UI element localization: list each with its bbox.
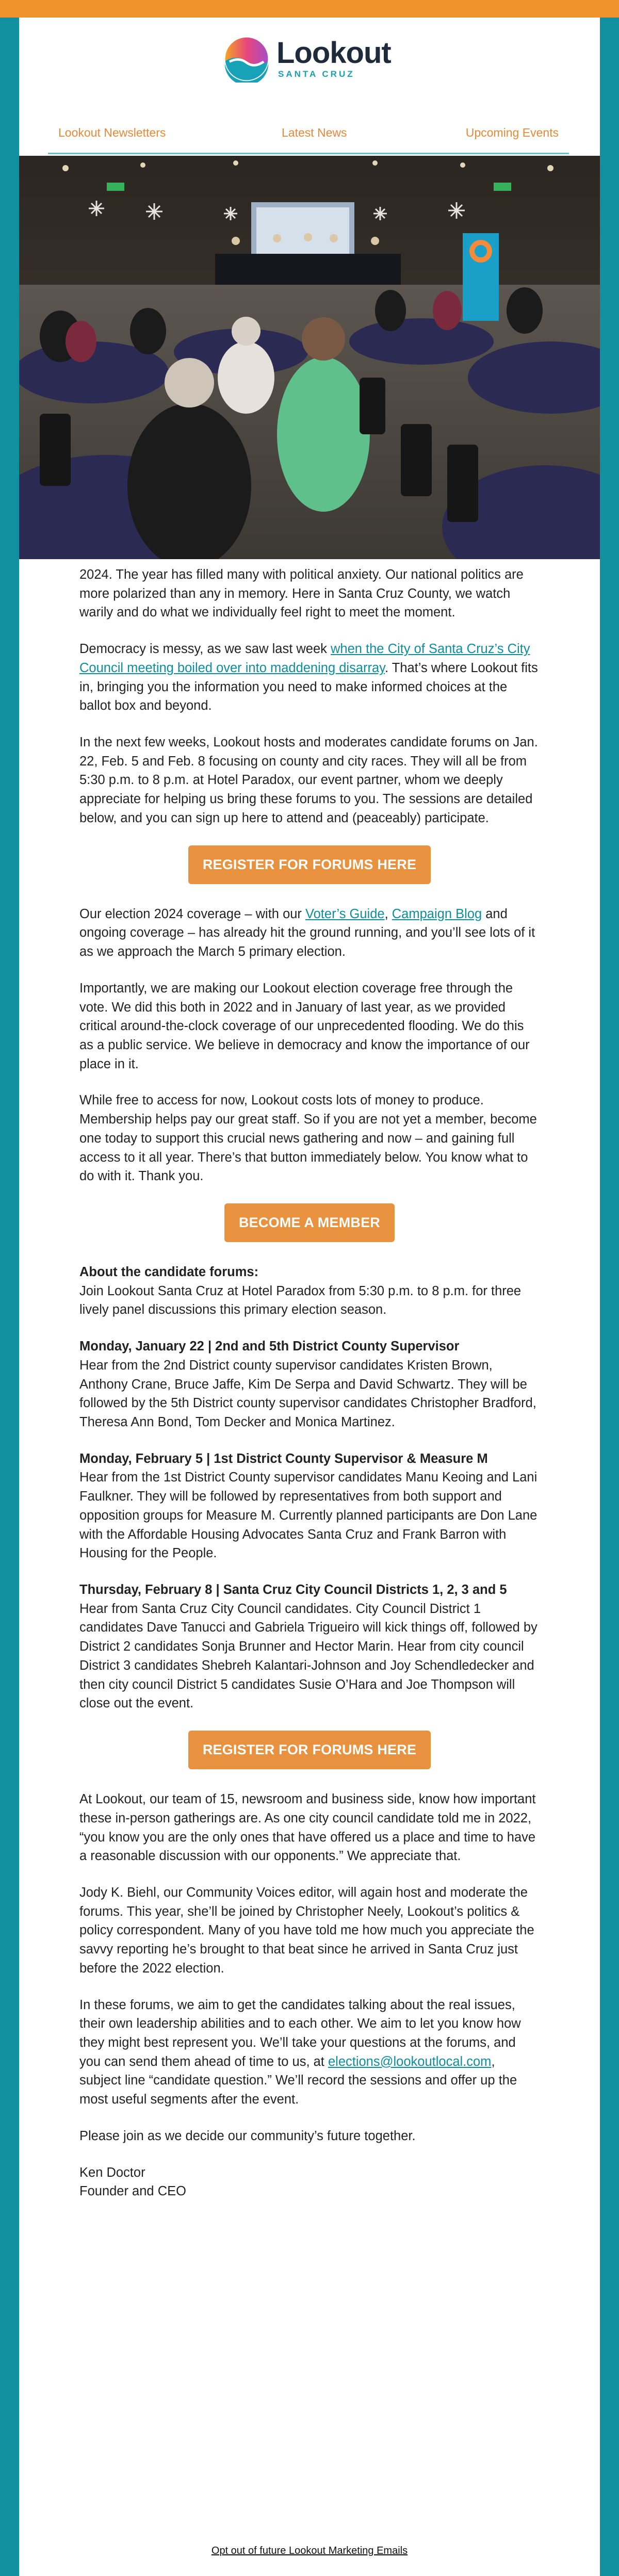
- free-coverage-paragraph: Importantly, we are making our Lookout election coverage free through the vote. We did this both in 2022 and in January of last year, as we provided critical around-the-clock coverage of our unprecedented flooding. We do this as a public service. We believe in democracy and know the importance of our place in it.: [79, 981, 530, 1071]
- text-segment: ,: [384, 906, 392, 921]
- text-segment: and ongoing coverage – has already hit the ground running, and you’ll see lots of it as we approach the March 5 primary election.: [79, 906, 535, 959]
- nav-upcoming-events-link[interactable]: Upcoming Events: [465, 126, 559, 139]
- register-forums-button[interactable]: REGISTER FOR FORUMS HERE: [188, 845, 431, 884]
- moderators-paragraph: Jody K. Biehl, our Community Voices editor, will again host and moderate the forums. This year, she’ll be joined by Christopher Neely, Lookout’s politics & policy correspondent. Many of you have told me how much you appreciate the savvy reporting he’s brought to that beat since he arrived in Santa Cruz just before the 2022 election.: [79, 1885, 534, 1976]
- logo-name: Lookout: [276, 36, 391, 70]
- text-segment: Democracy is messy, as we saw last week: [79, 642, 331, 657]
- voters-guide-link[interactable]: Voter’s Guide: [305, 906, 385, 921]
- forum-3-heading: Thursday, February 8 | Santa Cruz City Council Districts 1, 2, 3 and 5: [79, 1583, 507, 1597]
- team-paragraph: At Lookout, our team of 15, newsroom and business side, know how important these in-person gatherings are. As one city council candidate told me in 2022, “you know you are the only ones that have offered us a place and time to have a reasonable discussion with our opponents.” We appreciate that.: [79, 1792, 536, 1864]
- forum-hero-image: [19, 156, 600, 559]
- forum-2: [79, 1449, 540, 1563]
- coverage-paragraph: [79, 905, 540, 961]
- logo-subtitle: SANTA CRUZ: [278, 69, 355, 79]
- text-segment: . That’s where Lookout fits in, bringing you the information you need to make informed choices at the ballot box and beyond.: [79, 660, 538, 713]
- email-card: [19, 18, 600, 2576]
- forum-3: [79, 1580, 540, 1713]
- council-meeting-link[interactable]: when the City of Santa Cruz’s City Council meeting boiled over into maddening disarray: [79, 642, 530, 675]
- nav-newsletters-link[interactable]: Lookout Newsletters: [58, 126, 166, 139]
- top-nav: [48, 105, 569, 154]
- cta-register-wrap-2: [79, 1731, 540, 1769]
- forum-1: [79, 1337, 540, 1432]
- lookout-logo[interactable]: [223, 33, 398, 85]
- text-segment: , subject line “candidate question.” We’ll record the sessions and offer up the most useful segments after the event.: [79, 2054, 517, 2107]
- signature-name: Ken Doctor: [79, 2165, 145, 2180]
- forum-1-heading: Monday, January 22 | 2nd and 5th District County Supervisor: [79, 1339, 460, 1354]
- cta-register-wrap: [79, 845, 540, 884]
- intro-paragraph: 2024. The year has filled many with political anxiety. Our national politics are more polarized than any in memory. Here in Santa Cruz County, we watch warily and do what we individually feel right to meet the moment.: [79, 567, 524, 620]
- nav-latest-news-link[interactable]: Latest News: [282, 126, 347, 139]
- become-member-button[interactable]: BECOME A MEMBER: [224, 1203, 395, 1242]
- forum-1-body: Hear from the 2nd District county supervisor candidates Kristen Brown, Anthony Crane, Bruce Jaffe, Kim De Serpa and David Schwartz. They will be followed by the 5th District county supervisor candidates Christopher Bradford, Theresa Ann Bond, Tom Decker and Monica Martinez.: [79, 1358, 536, 1429]
- elections-email-link[interactable]: elections@lookoutlocal.com: [328, 2054, 492, 2069]
- email-body: [79, 565, 540, 2219]
- lookout-logo-icon: [223, 35, 270, 83]
- questions-paragraph: [79, 1996, 540, 2109]
- forums-intro: Join Lookout Santa Cruz at Hotel Paradox from 5:30 p.m. to 8 p.m. for three lively panel discussions this primary election season.: [79, 1283, 522, 1317]
- membership-paragraph: While free to access for now, Lookout costs lots of money to produce. Membership helps pay our great staff. So if you are not yet a member, become one today to support this crucial news gathering and now – and gaining full access to it all year. There’s that button immediately below. You know what to do with it. Thank you.: [79, 1093, 537, 1184]
- forum-2-body: Hear from the 1st District County supervisor candidates Manu Keoing and Lani Faulkner. They will be followed by representatives from both support and opposition groups for Measure M. Currently planned participants are Don Lane with the Affordable Housing Advocates Santa Cruz and Frank Barron with Housing for the People.: [79, 1470, 537, 1561]
- opt-out-link[interactable]: Opt out of future Lookout Marketing Emails: [211, 2545, 408, 2556]
- register-forums-button-2[interactable]: REGISTER FOR FORUMS HERE: [188, 1731, 431, 1769]
- democracy-paragraph: [79, 640, 540, 715]
- closing-paragraph: Please join as we decide our community’s future together.: [79, 2128, 416, 2143]
- cta-member-wrap: [79, 1203, 540, 1242]
- forums-schedule-paragraph: In the next few weeks, Lookout hosts and moderates candidate forums on Jan. 22, Feb. 5 and Feb. 8 focusing on county and city races. They will all be from 5:30 p.m. to 8 p.m. at Hotel Paradox, our event partner, whom we deeply appreciate for helping us bring these forums to you. The sessions are detailed below, and you can sign up here to attend and (peaceably) participate.: [79, 735, 538, 825]
- forums-about: [79, 1263, 540, 1319]
- signature: [79, 2163, 540, 2201]
- forum-3-body: Hear from Santa Cruz City Council candidates. City Council District 1 candidates Dave Tanucci and Gabriela Trigueiro will kick things off, followed by District 2 candidates Sonja Brunner and Hector Marin. Hear from city council District 3 candidates Shebreh Kalantari-Johnson and Joy Schendledecker and then city council District 5 candidates Susie O’Hara and Joe Thompson will close out the event.: [79, 1601, 537, 1711]
- forums-heading: About the candidate forums:: [79, 1264, 259, 1279]
- signature-title: Founder and CEO: [79, 2184, 186, 2199]
- top-accent-bar: [0, 0, 619, 18]
- text-segment: In these forums, we aim to get the candidates talking about the real issues, their own leadership abilities and to each other. We aim to let you know how they might best represent you. We’ll take your questions at the forums, and you can send them ahead of time to us, at: [79, 1997, 521, 2069]
- text-segment: Our election 2024 coverage – with our: [79, 906, 306, 921]
- campaign-blog-link[interactable]: Campaign Blog: [392, 906, 482, 921]
- forum-2-heading: Monday, February 5 | 1st District County Supervisor & Measure M: [79, 1451, 488, 1466]
